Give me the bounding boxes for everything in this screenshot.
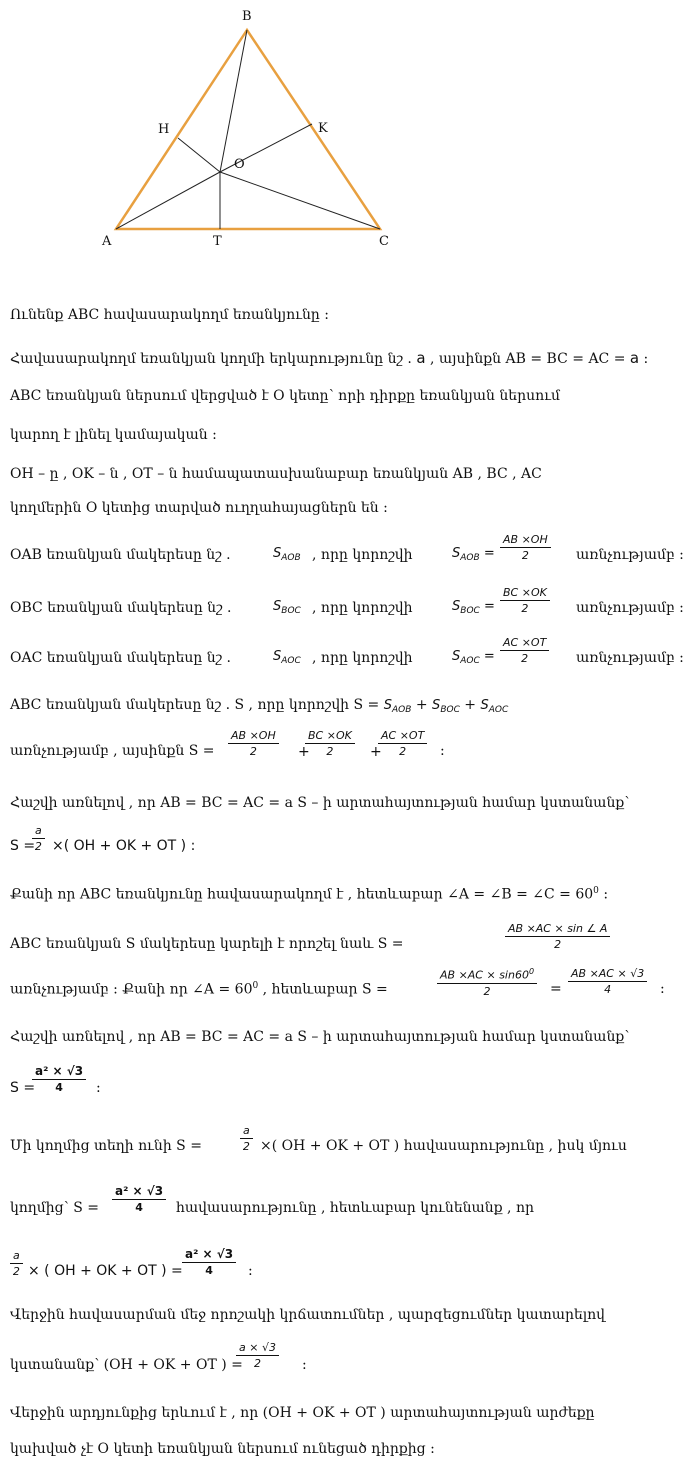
segment-oc — [220, 172, 380, 229]
text-line-10-bs: AOB — [391, 705, 412, 715]
fraction-16-1-num-text: AB ×AC × sin60 — [440, 968, 529, 982]
label-k: K — [318, 121, 328, 136]
label-o: O — [234, 157, 245, 172]
triangle-abc — [116, 30, 380, 229]
fraction-11-2-den: 2 — [326, 745, 334, 758]
fraction-21-1-den: 2 — [12, 1265, 20, 1278]
text-line-23-end: : — [302, 1357, 307, 1373]
segment-oh — [178, 138, 220, 172]
text-line-10-c: + — [411, 697, 433, 713]
text-line-16-a-main: առնչությամբ : Քանի որ ∠A = 60 — [10, 981, 253, 998]
text-line-14-end: : — [598, 886, 609, 903]
text-line-8-b: , որը կորոշվի — [312, 600, 413, 616]
fraction-13-num: a — [32, 824, 45, 839]
fraction-21-1 — [10, 1249, 23, 1278]
text-line-21-end: : — [248, 1263, 253, 1279]
text-line-9-s — [273, 649, 301, 666]
fraction-18-num: a² × √3 — [32, 1064, 86, 1080]
fraction-23-den: 2 — [253, 1357, 261, 1370]
text-line-9-c: $S_{AOC}$ = — [452, 649, 495, 666]
label-b: B — [242, 9, 252, 24]
label-h: H — [158, 122, 170, 137]
fraction-18 — [32, 1064, 86, 1094]
fraction-15-num: AB ×AC × sin ∠ A — [505, 922, 610, 937]
fraction-7-num: AB ×OH — [500, 533, 551, 548]
text-line-10-fs: AOC — [488, 705, 509, 715]
text-line-11-a: առնչությամբ , այսինքն S = — [10, 743, 215, 759]
text-line-15-a: ABC եռանկյան S մակերեսը կարելի է որոշել նաև S = — [10, 936, 404, 952]
text-line-2-d: a — [629, 349, 640, 367]
text-line-8-c: $S_{BOC}$ = — [452, 599, 495, 616]
text-line-7-s-sub: AOB — [281, 553, 301, 563]
fraction-8-num: BC ×OK — [500, 586, 550, 601]
fraction-16-1-num — [437, 967, 537, 984]
text-line-9-d: առնչությամբ : — [576, 650, 684, 666]
fraction-15 — [505, 922, 610, 951]
text-line-7-s — [273, 546, 301, 563]
fraction-7 — [500, 533, 551, 562]
text-line-12: Հաշվի առնելով , որ AB = BC = AC = a S – ի արտահայտության համար կստանանք՝ — [10, 795, 630, 811]
text-line-21-b: × ( OH + OK + OT ) = — [28, 1263, 183, 1279]
text-line-16-a — [10, 981, 388, 998]
fraction-11-2 — [305, 729, 355, 758]
fraction-21-2 — [182, 1247, 236, 1277]
fraction-19-num: a — [240, 1124, 253, 1139]
text-line-9-c-sub: AOC — [460, 656, 480, 666]
text-line-23-a: կստանանք՝ (OH + OK + OT ) = — [10, 1357, 243, 1373]
fraction-20 — [112, 1184, 166, 1214]
text-line-10-ds: BOC — [440, 705, 460, 715]
text-line-10-a: ABC եռանկյան մակերեսը նշ . S , որը կորոշվի S = — [10, 697, 384, 713]
fraction-21-2-den: 4 — [205, 1264, 213, 1277]
text-line-13-b: ×( OH + OK + OT ) : — [52, 838, 196, 854]
text-line-18-end: : — [96, 1080, 101, 1096]
text-line-16-eq: = — [550, 981, 562, 997]
text-line-14-main: Քանի որ ABC եռանկյունը հավասարակողմ է , հետևաբար ∠A = ∠B = ∠C = 60 — [10, 886, 594, 903]
text-line-22: Վերջին հավասարման մեջ որոշակի կրճատումներ , պարզեցումներ կատարելով — [10, 1307, 605, 1323]
text-line-6: կողմերին O կետից տարված ուղղահայացներն են : — [10, 500, 388, 516]
text-line-11-end: : — [440, 743, 445, 759]
text-line-9-a: OAC եռանկյան մակերեսը նշ . — [10, 650, 231, 666]
text-line-2-e: : — [639, 351, 649, 367]
fraction-16-1-num-deg: 0 — [528, 967, 535, 976]
label-t: T — [213, 234, 222, 249]
text-line-10-d: S — [432, 698, 441, 713]
text-line-8-s-sub: BOC — [281, 606, 301, 616]
segment-oa — [116, 172, 220, 229]
text-line-16-b: , հետևաբար S = — [258, 981, 388, 998]
text-line-2 — [10, 349, 648, 367]
text-line-8-a: OBC եռանկյան մակերեսը նշ . — [10, 600, 232, 616]
fraction-23 — [236, 1341, 279, 1370]
text-line-7-c: $S_{AOB}$ = — [452, 546, 495, 563]
text-line-7-s-main: S — [273, 546, 282, 561]
text-line-4: կարող է լինել կամայական : — [10, 427, 217, 443]
fraction-9-num: AC ×OT — [500, 636, 549, 651]
text-line-19-a: Մի կողմից տեղի ունի S = — [10, 1138, 202, 1154]
text-line-9-b: , որը կորոշվի — [312, 650, 413, 666]
fraction-11-2-num: BC ×OK — [305, 729, 355, 744]
fraction-11-3-den: 2 — [399, 745, 407, 758]
fraction-8 — [500, 586, 550, 615]
label-a: A — [102, 234, 112, 249]
fraction-18-den: 4 — [55, 1081, 63, 1094]
text-line-9-s-sub: AOC — [281, 656, 301, 666]
fraction-11-3-num: AC ×OT — [378, 729, 427, 744]
text-line-10-f: S — [480, 698, 489, 713]
text-line-13-a: S = — [10, 838, 36, 854]
fraction-11-1-num: AB ×OH — [228, 729, 279, 744]
fraction-15-den: 2 — [554, 938, 562, 951]
fraction-23-num: a × √3 — [236, 1341, 279, 1356]
fraction-11-1 — [228, 729, 279, 758]
text-line-2-b: a — [416, 349, 426, 367]
text-line-1: Ունենք ABC հավասարակողմ եռանկյունը : — [10, 307, 329, 323]
text-line-8-c-main: S — [452, 599, 461, 614]
text-line-10 — [10, 697, 508, 715]
fraction-16-2-num: AB ×AC × √3 — [568, 967, 647, 982]
text-line-7-b: , որը կորոշվի — [312, 547, 413, 563]
label-c: C — [379, 234, 389, 249]
text-line-5: OH – ը , OK – ն , OT – ն համապատասխանաբար եռանկյան AB , BC , AC — [10, 466, 542, 482]
text-line-20-b: հավասարությունը , հետևաբար կունենանք , որ — [176, 1200, 535, 1216]
text-line-25: կախված չէ O կետի եռանկյան ներսում ունեցած դիրքից : — [10, 1441, 435, 1457]
fraction-16-2 — [568, 967, 647, 996]
text-line-7-c-sub: AOB — [460, 553, 480, 563]
text-line-2-c: , այսինքն AB = BC = AC = — [425, 351, 630, 367]
fraction-16-1-den: 2 — [483, 984, 491, 998]
text-line-14-deg: 0 — [593, 886, 599, 896]
text-line-8-s — [273, 599, 301, 616]
text-line-7-a: OAB եռանկյան մակերեսը նշ . — [10, 547, 231, 563]
text-line-19-b: ×( OH + OK + OT ) հավասարությունը , իսկ մյուս — [260, 1138, 627, 1154]
text-line-20-a: կողմից՝ S = — [10, 1200, 99, 1216]
text-line-7-d: առնչությամբ : — [576, 547, 684, 563]
fraction-16-1 — [437, 967, 537, 998]
text-line-16-end: : — [660, 981, 665, 997]
fraction-21-1-num: a — [10, 1249, 23, 1264]
fraction-21-2-num: a² × √3 — [182, 1247, 236, 1263]
text-line-2-a: Հավասարակողմ եռանկյան կողմի երկարությունը նշ . — [10, 351, 417, 367]
text-line-18-a: S = — [10, 1080, 36, 1096]
text-line-16-a-deg: 0 — [252, 981, 259, 991]
triangle-figure — [0, 0, 699, 260]
fraction-19 — [240, 1124, 253, 1153]
text-line-3: ABC եռանկյան ներսում վերցված է O կետը՝ որի դիրքը եռանկյան ներսում — [10, 388, 560, 404]
text-line-7-c-main: S — [452, 546, 461, 561]
text-line-9-c-main: S — [452, 649, 461, 664]
fraction-8-den: 2 — [521, 602, 529, 615]
text-line-10-b: S — [383, 698, 392, 713]
text-line-9-s-main: S — [273, 649, 282, 664]
fraction-16-2-den: 4 — [604, 983, 612, 996]
fraction-20-num: a² × √3 — [112, 1184, 166, 1200]
fraction-7-den: 2 — [521, 549, 529, 562]
text-line-8-d: առնչությամբ : — [576, 600, 684, 616]
plus-11-1: + — [298, 744, 310, 760]
fraction-13-den: 2 — [34, 840, 42, 853]
fraction-13 — [32, 824, 45, 853]
fraction-9 — [500, 636, 549, 665]
fraction-20-den: 4 — [135, 1201, 143, 1214]
text-line-8-c-sub: BOC — [460, 606, 480, 616]
text-line-14 — [10, 886, 608, 903]
fraction-9-den: 2 — [521, 652, 529, 665]
plus-11-2: + — [370, 744, 382, 760]
text-line-17: Հաշվի առնելով , որ AB = BC = AC = a S – ի արտահայտության համար կստանանք՝ — [10, 1029, 630, 1045]
fraction-11-1-den: 2 — [249, 745, 257, 758]
fraction-11-3 — [378, 729, 427, 758]
text-line-24: Վերջին արդյունքից երևում է , որ (OH + OK + OT ) արտահայտության արժեքը — [10, 1405, 595, 1421]
text-line-8-s-main: S — [273, 599, 282, 614]
fraction-19-den: 2 — [242, 1140, 250, 1153]
text-line-10-e: + — [459, 697, 481, 713]
